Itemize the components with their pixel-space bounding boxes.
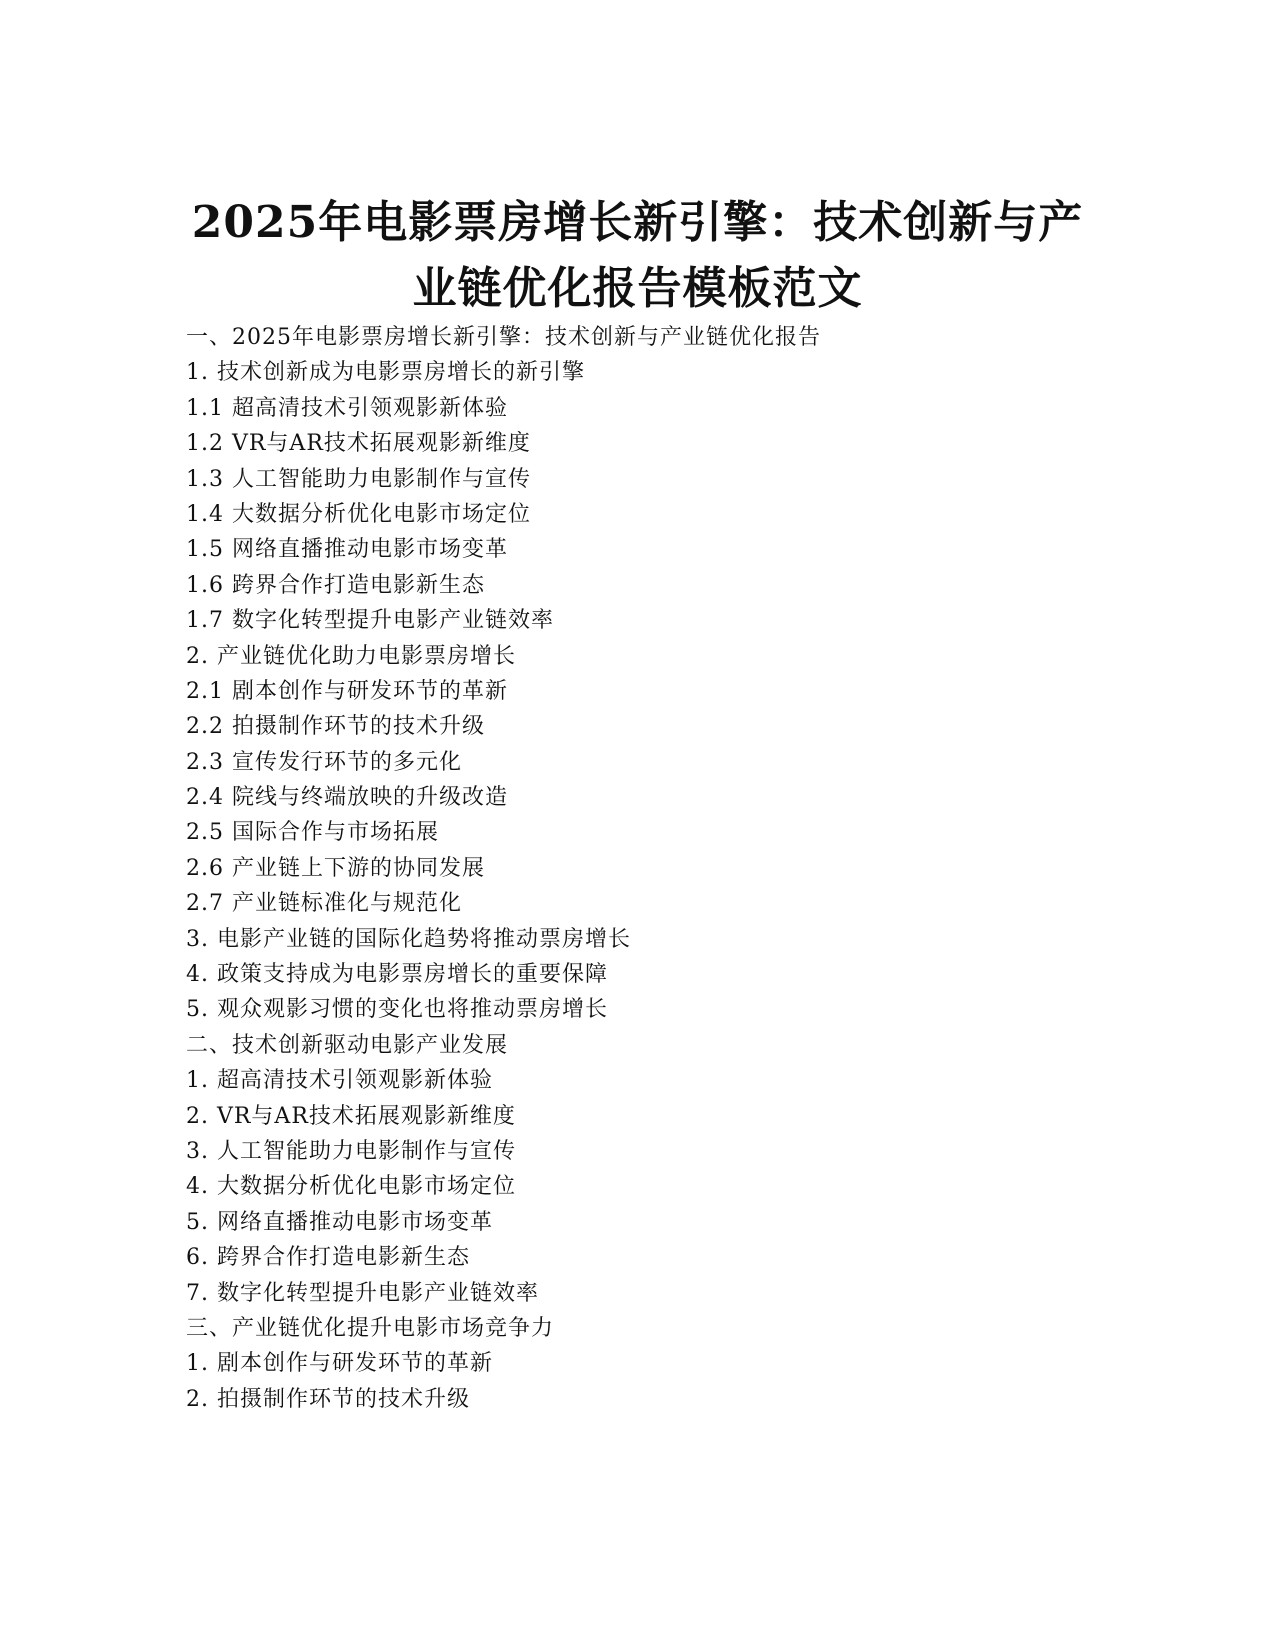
toc-line: 1.5 网络直播推动电影市场变革 (186, 537, 508, 563)
toc-line: 2. 产业链优化助力电影票房增长 (186, 643, 516, 669)
toc-line: 2. 拍摄制作环节的技术升级 (186, 1386, 470, 1412)
toc-line: 3. 人工智能助力电影制作与宣传 (186, 1138, 516, 1164)
toc-line: 6. 跨界合作打造电影新生态 (186, 1245, 470, 1271)
toc-line: 1.4 大数据分析优化电影市场定位 (186, 501, 531, 527)
toc-line: 1.1 超高清技术引领观影新体验 (186, 395, 508, 421)
toc-line: 2.6 产业链上下游的协同发展 (186, 855, 485, 881)
title-line: 2025年电影票房增长新引擎：技术创新与产 (191, 197, 1084, 248)
toc-line: 1.7 数字化转型提升电影产业链效率 (186, 608, 554, 634)
toc-line: 2.2 拍摄制作环节的技术升级 (186, 714, 485, 740)
toc-line: 1. 技术创新成为电影票房增长的新引擎 (186, 360, 585, 386)
toc-line: 1.2 VR与AR技术拓展观影新维度 (186, 431, 531, 457)
toc-line: 1. 超高清技术引领观影新体验 (186, 1068, 493, 1094)
toc-line: 1.3 人工智能助力电影制作与宣传 (186, 466, 531, 492)
toc-line: 5. 网络直播推动电影市场变革 (186, 1209, 493, 1235)
toc-line: 4. 大数据分析优化电影市场定位 (186, 1174, 516, 1200)
toc-line: 3. 电影产业链的国际化趋势将推动票房增长 (186, 926, 631, 952)
toc-line: 5. 观众观影习惯的变化也将推动票房增长 (186, 997, 608, 1023)
table-of-contents (186, 320, 821, 1417)
toc-line: 1.6 跨界合作打造电影新生态 (186, 572, 485, 598)
toc-line: 二、技术创新驱动电影产业发展 (186, 1032, 509, 1058)
toc-line: 2.1 剧本创作与研发环节的革新 (186, 678, 508, 704)
toc-line: 2.4 院线与终端放映的升级改造 (186, 785, 508, 811)
toc-line: 2. VR与AR技术拓展观影新维度 (186, 1103, 516, 1129)
document-title (150, 190, 1125, 322)
toc-line: 一、2025年电影票房增长新引擎：技术创新与产业链优化报告 (186, 325, 821, 350)
toc-line: 2.7 产业链标准化与规范化 (186, 891, 462, 917)
toc-line: 2.5 国际合作与市场拓展 (186, 820, 439, 846)
toc-line: 2.3 宣传发行环节的多元化 (186, 749, 462, 775)
toc-line: 7. 数字化转型提升电影产业链效率 (186, 1280, 539, 1306)
toc-line: 4. 政策支持成为电影票房增长的重要保障 (186, 962, 608, 988)
toc-line: 三、产业链优化提升电影市场竞争力 (186, 1315, 555, 1341)
toc-line: 1. 剧本创作与研发环节的革新 (186, 1351, 493, 1377)
title-line: 业链优化报告模板范文 (412, 263, 863, 314)
